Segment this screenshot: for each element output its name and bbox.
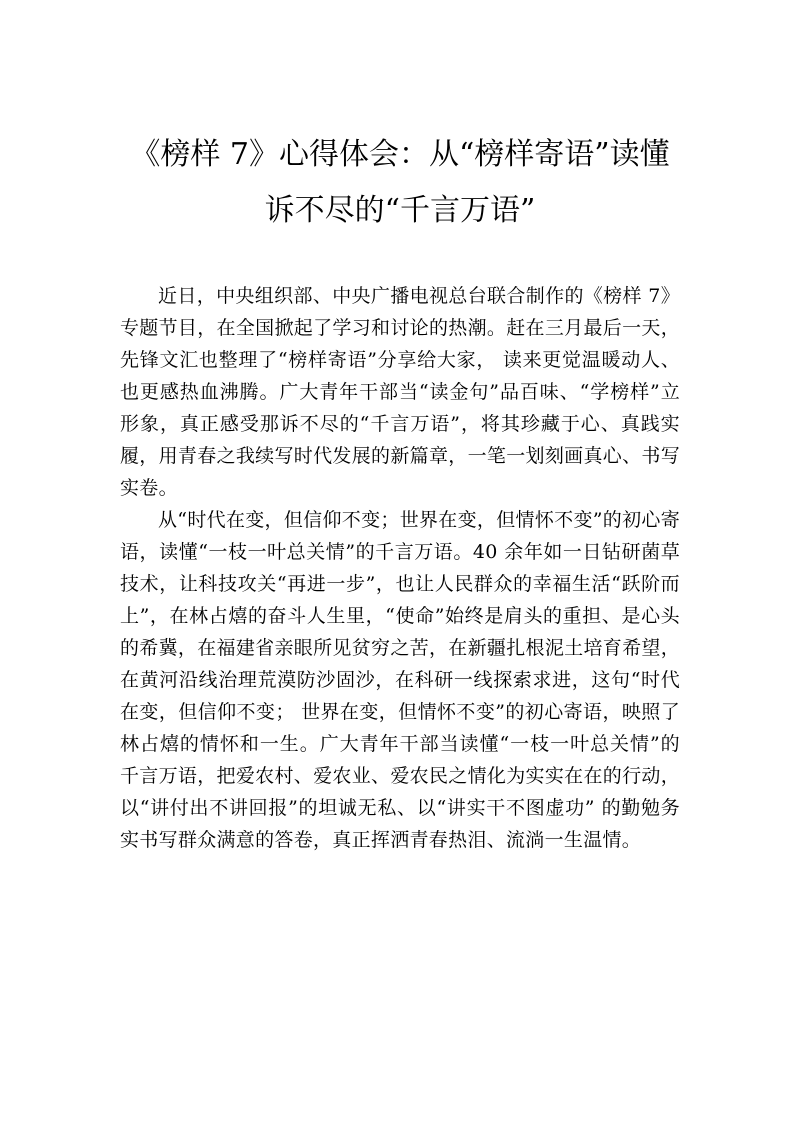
paragraph-2: 从“时代在变，但信仰不变；世界在变，但情怀不变”的初心寄语，读懂“一枝一叶总关情”的千言万语。40 余年如一日钻研菌草技术，让科技攻关“再进一步”，也让人民群众的幸福生活“跃阶而上”，在林占熺的奋斗人生里，“使命”始终是肩头的重担、是心头的希冀，在福建省亲眼所见贫穷之苦，在新疆扎根泥土培育希望，在黄河沿线治理荒漠防沙固沙，在科研一线探索求进，这句“时代在变，但信仰不变； 世界在变，但情怀不变”的初心寄语，映照了林占熺的情怀和一生。广大青年干部当读懂“一枝一叶总关情”的千言万语，把爱农村、爱农业、爱农民之情化为实实在在的行动， 以“讲付出不讲回报”的坦诚无私、以“讲实干不图虚功” 的勤勉务实书写群众满意的答卷，真正挥洒青春热泪、流淌一生温情。 [120, 509, 680, 851]
document-title-line-1: 《榜样 7》心得体会：从“榜样寄语”读懂 [130, 137, 670, 172]
document-body [120, 280, 680, 856]
paragraph-1: 近日，中央组织部、中央广播电视总台联合制作的《榜样 7》专题节目，在全国掀起了学习和讨论的热潮。赶在三月最后一天，先锋文汇也整理了“榜样寄语”分享给大家， 读来更觉温暖动人、也更感热血沸腾。广大青年干部当“读金句”品百味、“学榜样”立形象，真正感受那诉不尽的“千言万语”，将其珍藏于心、真践实履，用青春之我续写时代发展的新篇章，一笔一划刻画真心、书写实卷。 [120, 285, 680, 499]
document-title-line-2: 诉不尽的“千言万语” [264, 193, 536, 228]
